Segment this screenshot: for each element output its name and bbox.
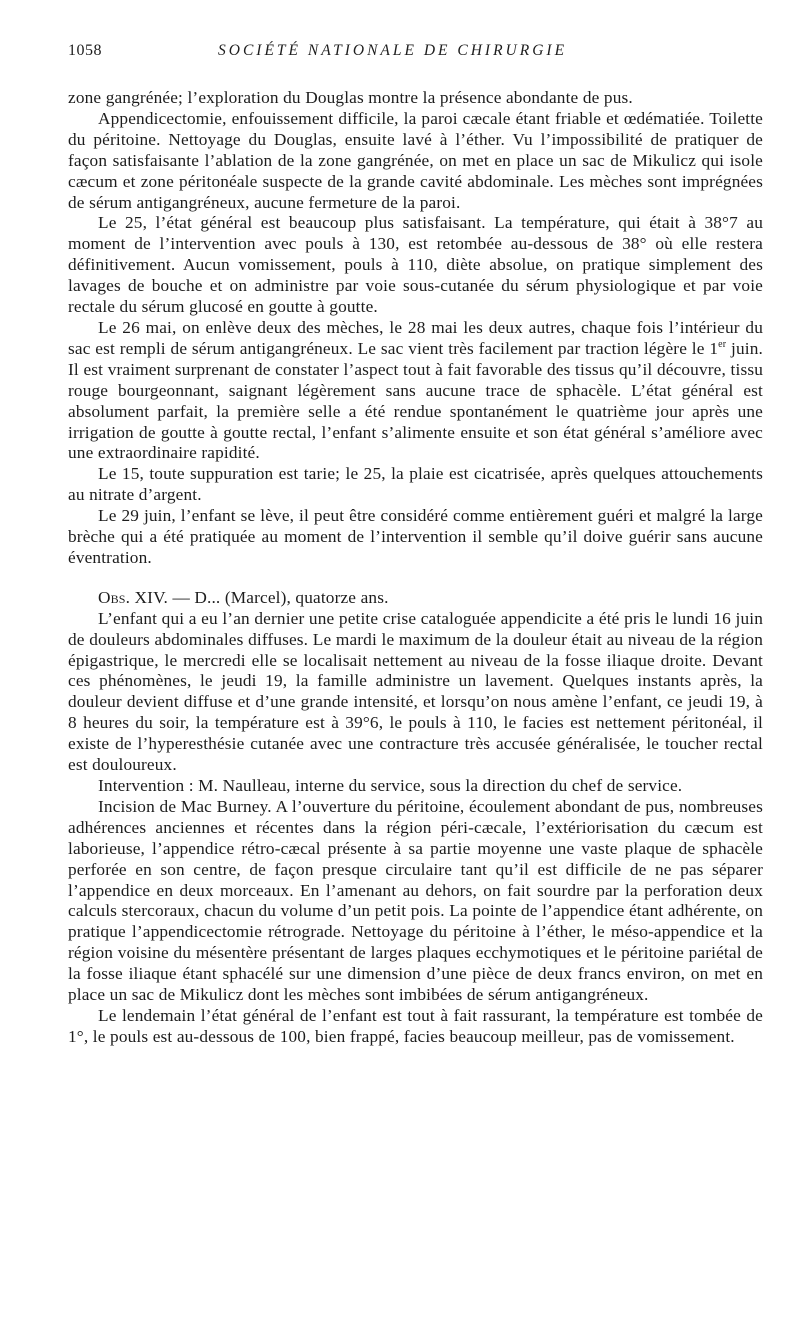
paragraph-june-29: Le 29 juin, l’enfant se lève, il peut être considéré comme entièrement guéri et malgré la large brèche qui a été pratiquée au moment de l’intervention il semble qu’il doive guérir sans aucune éventration.: [68, 506, 763, 567]
body-text: [68, 88, 763, 1048]
paragraph-next-day: Le lendemain l’état général de l’enfant est tout à fait rassurant, la température est tombée de 1°, le pouls est au-dessous de 100, bien frappé, facies beaucoup meilleur, pas de vomissement.: [68, 1005, 763, 1046]
paragraph-incision: Incision de Mac Burney. A l’ouverture du péritoine, écoulement abondant de pus, nombreuses adhérences anciennes et récentes dans la région péri-cæcale, l’extériorisation du cæcum est laborieuse, l’appendice rétro-cæcal présente à sa partie moyenne une vaste plaque de sphacèle perforée en son centre, de façon presque circulaire tant qu’il est difficile de ne pas séparer l’appendice en deux morceaux. En l’amenant au dehors, on fait sourdre par la perforation deux calculs stercoraux, chacun du volume d’un petit pois. La pointe de l’appendice étant adhérente, on pratique l’appendicectomie rétrograde. Nettoyage du péritoine à l’éther, le méso-appendice et la région voisine du mésentère présentant de larges plaques ecchymotiques et le péritoine pariétal de la fosse iliaque étant sphacélé sur une dimension d’une pièce de deux francs environ, on met en place un sac de Mikulicz dont les mèches sont imbibées de sérum antigangréneux.: [68, 796, 763, 1005]
page: [68, 38, 763, 1048]
observation-patient: — D... (Marcel), quatorze ans.: [167, 587, 389, 607]
paragraph-day-15: Le 15, toute suppuration est tarie; le 25, la plaie est cicatrisée, après quelques attouchements au nitrate d’argent.: [68, 464, 763, 505]
paragraph-day-25: Le 25, l’état général est beaucoup plus satisfaisant. La température, qui était à 38°7 au moment de l’intervention avec pouls à 130, est retombée au-dessous de 38° où elle restera définitivement. Aucun vomissement, pouls à 110, diète absolue, on pratique simplement des lavages de bouche et on administre par voie sous-cutanée du sérum physiologique et par voie rectale du sérum glucosé en goutte à goutte.: [68, 213, 763, 317]
paragraph-day-26-end: juin. Il est vraiment surprenant de constater l’aspect tout à fait favorable des tissus qu’il découvre, tissu rouge bourgeonnant, saignant légèrement sans aucune trace de sphacèle. L’état général est absolument parfait, la première selle a été rendue spontanément le quatrième jour après une irrigation de goutte à goutte rectal, l’enfant s’alimente ensuite et son état général s’améliore avec une extraordinaire rapidité.: [68, 338, 763, 463]
observation-label: Obs. XIV.: [98, 587, 168, 607]
page-header: [68, 38, 763, 68]
page-number: 1058: [68, 42, 102, 59]
running-title: SOCIÉTÉ NATIONALE DE CHIRURGIE: [218, 42, 568, 59]
paragraph-appendicectomy: Appendicectomie, enfouissement difficile, la paroi cæcale étant friable et œdématiée. Toilette du péritoine. Nettoyage du Douglas, ensuite lavé à l’éther. Vu l’impossibilité de pratiquer de façon satisfaisante l’ablation de la zone gangrénée, on met en place un sac de Mikulicz qui isole cæcum et zone péritonéale suspecte de la grande cavité abdominale. Les mèches sont imprégnées de sérum antigangréneux, aucune fermeture de la paroi.: [68, 108, 763, 212]
paragraph-intervention: Intervention : M. Naulleau, interne du service, sous la direction du chef de service.: [98, 776, 683, 795]
paragraph-history: L’enfant qui a eu l’an dernier une petite crise cataloguée appendicite a été pris le lundi 16 juin de douleurs abdominales diffuses. Le mardi le maximum de la douleur était au niveau de la région épigastrique, le mercredi elle se localisait nettement au niveau de la fosse iliaque droite. Devant ces phénomènes, le jeudi 19, la famille administre un lavement. Quelques instants après, la douleur devient diffuse et d’une grande intensité, et lorsqu’on nous amène l’enfant, ce jeudi 19, à 8 heures du soir, la température est à 39°6, le pouls à 110, le facies est nettement péritonéal, il existe de l’hyperesthésie cutanée avec une contracture très accusée généralisée, le toucher rectal est douloureux.: [68, 608, 763, 775]
paragraph-day-26-start: Le 26 mai, on enlève deux des mèches, le 28 mai les deux autres, chaque fois l’intérieur du sac est rempli de sérum antigangréneux. Le sac vient très facilement par traction légère le 1: [68, 317, 763, 358]
paragraph-continuation: zone gangrénée; l’exploration du Douglas montre la présence abondante de pus.: [68, 88, 633, 107]
ordinal-superscript: er: [718, 339, 727, 351]
observation-heading: [68, 588, 763, 609]
paragraph-day-26: [68, 318, 763, 464]
